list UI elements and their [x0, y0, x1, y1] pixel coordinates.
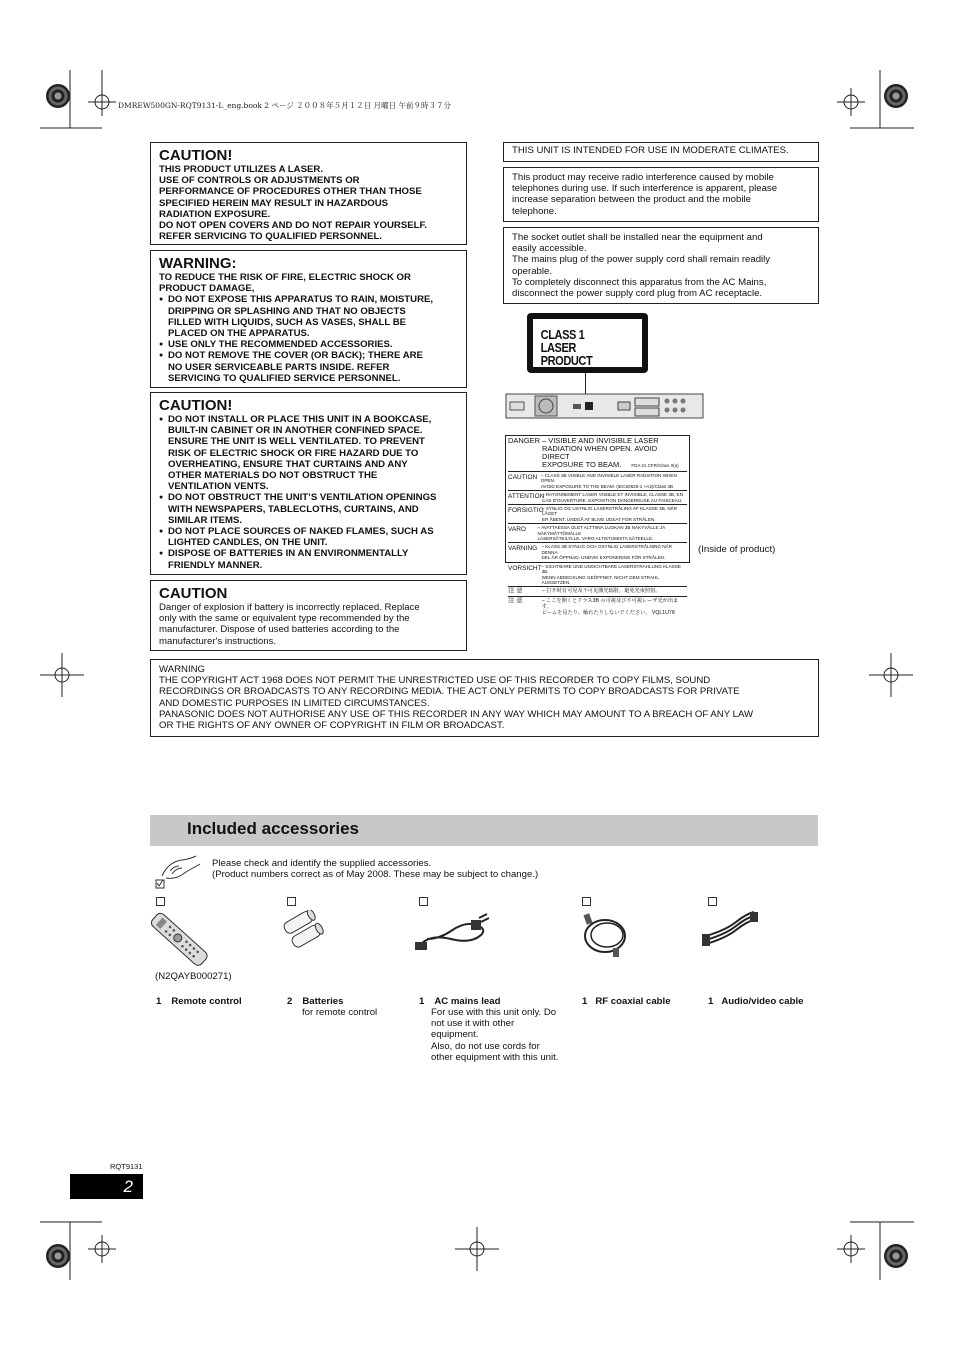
laser-label-line2: LASER PRODUCT	[540, 340, 593, 368]
danger-row-text: LASERSÄTEILYLLE. VARO ALTISTUMISTA SÄTEELLE.	[537, 536, 654, 542]
class1-laser-label	[527, 313, 648, 373]
danger-row-key: VARO	[508, 526, 526, 534]
bullet-line: ● DISPOSE OF BATTERIES IN AN ENVIRONMENTALLY	[168, 548, 409, 560]
rf-coaxial-cable-checkbox[interactable]	[582, 897, 591, 906]
danger-row-key: CAUTION	[508, 474, 538, 481]
danger-row-text: – AVATTAESSA OLET ALTTIINA LUOKAN 3B NÄKYVÄLLE JA NÄKYMÄTTÖMÄLLE	[537, 525, 665, 536]
caution-battery-line: Danger of explosion if battery is incorrectly replaced. Replace	[159, 602, 420, 613]
bullet-line: ● USE ONLY THE RECOMMENDED ACCESSORIES.	[168, 339, 393, 351]
danger-row-text: – SYNLIG OG USYNLIG LASERSTRÅLING AF KLASSE 3B, NÅR LÅGET	[542, 506, 678, 517]
interference-box	[503, 167, 819, 222]
page-number: 2	[123, 1177, 133, 1196]
bullet-line: ● DO NOT REMOVE THE COVER (OR BACK); THERE ARE	[168, 350, 423, 362]
bullet-line: ● DO NOT EXPOSE THIS APPARATUS TO RAIN, MOISTURE,	[168, 294, 434, 306]
inside-product-caption: (Inside of product)	[698, 544, 776, 555]
danger-row-text: ER ÅBENT. UNDGÅ AT BLIVE UDSAT FOR STRÅLEN.	[542, 516, 656, 522]
bullet-line: SERVICING TO QUALIFIED SERVICE PERSONNEL.	[168, 372, 401, 384]
remote-control-icon	[150, 910, 210, 968]
accessory-sub: equipment.	[431, 1029, 479, 1041]
interference-line: This product may receive radio interference caused by mobile	[512, 172, 774, 183]
accessory-name: Remote control	[171, 996, 242, 1007]
danger-row-key: ATTENTION	[508, 493, 545, 501]
caution-laser-line: DO NOT OPEN COVERS AND DO NOT REPAIR YOURSELF.	[159, 220, 427, 232]
danger-row	[508, 437, 687, 470]
interference-line: increase separation between the product and the mobile	[512, 194, 751, 206]
bullet-line: OTHER MATERIALS DO NOT OBSTRUCT THE	[168, 470, 378, 482]
accessory-item-ac-lead	[419, 996, 558, 1063]
bullet-line: OVERHEATING, ENSURE THAT CURTAINS AND ANY	[168, 458, 408, 470]
danger-row-text: ビームを見たり、触れたりしないでください。	[541, 610, 651, 617]
warning-intro-line: TO REDUCE THE RISK OF FIRE, ELECTRIC SHOCK OR	[159, 272, 411, 283]
batteries-icon	[280, 910, 330, 950]
caution-install-title: CAUTION!	[159, 397, 233, 414]
socket-line: The mains plug of the power supply cord shall remain readily	[512, 254, 771, 266]
accessory-name: Batteries	[302, 996, 344, 1007]
caution-bullet	[159, 548, 458, 570]
bullet-line: RISK OF ELECTRIC SHOCK OR FIRE HAZARD DUE TO	[168, 447, 419, 459]
danger-row-text: – 打开时有可见及不可见激光辐射，避免光束照射。	[542, 588, 661, 595]
caution-bullet	[159, 526, 458, 548]
danger-row-text: AVOID EXPOSURE TO THE BEAM.	[540, 483, 615, 489]
laser-danger-label	[505, 435, 690, 617]
bullet-line: ● DO NOT OBSTRUCT THE UNIT’S VENTILATION OPENINGS	[168, 492, 437, 504]
warning-intro-line: PRODUCT DAMAGE,	[159, 283, 255, 295]
caution-battery-line: manufacturer's instructions.	[159, 635, 277, 647]
warning-title: WARNING:	[159, 255, 237, 272]
accessory-qty: 1	[708, 996, 714, 1007]
socket-line: The socket outlet shall be installed near the equipment and	[512, 232, 763, 243]
accessories-note-line: (Product numbers correct as of May 2008. These may be subject to change.)	[212, 869, 539, 881]
copyright-line: THE COPYRIGHT ACT 1968 DOES NOT PERMIT THE UNRESTRICTED USE OF THIS RECORDER TO COPY FILMS, SOUND	[159, 675, 711, 687]
warning-box	[150, 250, 467, 388]
socket-line: operable.	[512, 265, 553, 277]
accessories-note	[212, 858, 538, 880]
laser-label-line1: CLASS 1	[540, 327, 585, 342]
caution-laser-line: USE OF CONTROLS OR ADJUSTMENTS OR	[159, 175, 360, 187]
danger-row-text: CAS D'OUVERTURE. EXPOSITION DANGEREUSE AU FAISCEAU.	[542, 497, 683, 503]
copyright-line: AND DOMESTIC PURPOSES IN LIMITED CIRCUMSTANCES.	[159, 697, 430, 709]
copyright-line: WARNING	[159, 664, 206, 675]
rf-coaxial-cable-icon	[575, 910, 635, 958]
caution-bullet	[159, 414, 458, 492]
accessory-sub: for remote control	[302, 1007, 378, 1018]
copyright-line: PANASONIC DOES NOT AUTHORISE ANY USE OF THIS RECORDER IN ANY WAY WHICH MAY AMOUNT TO A BREACH OF ANY LAW	[159, 708, 754, 720]
danger-row-text: WENN ABDECKUNG GEÖFFNET. NICHT DEM STRAHL AUSSETZEN.	[541, 574, 659, 585]
danger-row-text: – ここを開くとクラス3B の可視及び不可視レーザ光が出ます。	[541, 597, 679, 611]
accessory-sub: other equipment with this unit.	[431, 1051, 559, 1063]
danger-row	[508, 473, 687, 489]
bullet-line: PLACED ON THE APPARATUS.	[168, 328, 310, 340]
danger-row-extra: VQL1U78	[651, 610, 675, 617]
bullet-line: DRIPPING OR SPLASHING AND THAT NO OBJECTS	[168, 305, 406, 317]
bullet-line: FRIENDLY MANNER.	[168, 559, 263, 571]
av-cable-icon	[700, 910, 760, 950]
accessory-sub: Also, do not use cords for	[431, 1040, 540, 1052]
caution-laser-box	[150, 142, 467, 245]
danger-row-text: – VISIBLE AND INVISIBLE LASER	[541, 436, 659, 445]
caution-laser-line: PERFORMANCE OF PROCEDURES OTHER THAN THOSE	[159, 186, 422, 198]
climate-text: THIS UNIT IS INTENDED FOR USE IN MODERATE CLIMATES.	[512, 145, 789, 156]
danger-row-text: – CLASS 3B VISIBLE AND INVISIBLE LASER RADIATION WHEN OPEN.	[540, 473, 677, 484]
danger-row	[508, 506, 687, 522]
socket-line: easily accessible.	[512, 243, 587, 255]
copyright-line: RECORDINGS OR BROADCASTS TO ANY RECORDING MEDIA. THE ACT ONLY PERMITS TO COPY BROADCASTS FOR PRIVATE	[159, 686, 740, 698]
warning-bullet	[159, 339, 458, 350]
caution-battery-line: manufacturer. Dispose of used batteries according to the	[159, 624, 400, 636]
caution-laser-line: SPECIFIED HEREIN MAY RESULT IN HAZARDOUS	[159, 197, 389, 209]
danger-row-key: VARNING	[508, 545, 538, 553]
accessory-qty: 1	[419, 996, 425, 1007]
bullet-line: LIGHTED CANDLES, ON THE UNIT.	[168, 537, 328, 549]
caution-battery-box	[150, 580, 467, 651]
caution-laser-line: RADIATION EXPOSURE.	[159, 208, 271, 220]
bullet-line: NO USER SERVICEABLE PARTS INSIDE. REFER	[168, 361, 390, 373]
danger-row-extra: (IEC60825-1 +A2)/Class 3B	[616, 483, 674, 489]
accessory-qty: 1	[156, 996, 162, 1007]
danger-row-text: EXPOSURE TO BEAM.	[541, 460, 622, 469]
accessory-name: RF coaxial cable	[595, 996, 671, 1007]
accessory-item-remote	[156, 996, 242, 1007]
danger-row-text: – SICHTBARE UND UNSICHTBARE LASERSTRAHLUNG KLASSE 3B,	[541, 563, 681, 575]
bullet-line: WITH NEWSPAPERS, TABLECLOTHS, CURTAINS, AND	[168, 503, 419, 515]
danger-row-key: DANGER	[508, 436, 541, 445]
danger-row	[508, 492, 687, 503]
danger-row-key: 注 意	[508, 596, 523, 604]
ac-mains-lead-icon	[413, 912, 493, 958]
accessory-item-av-cable	[708, 996, 803, 1007]
socket-line: disconnect the power supply cord plug from AC receptacle.	[512, 288, 763, 300]
interference-line: telephones during use. If such interference is apparent, please	[512, 183, 778, 195]
ac-mains-lead-checkbox[interactable]	[419, 897, 428, 906]
caution-laser-line: REFER SERVICING TO QUALIFIED PERSONNEL.	[159, 231, 382, 243]
danger-row-text: – KLASS 3B SYNLIG OCH OSYNLIG LASERSTRÅLNING NÄR DENNA	[541, 544, 672, 555]
accessory-name: Audio/video cable	[721, 996, 804, 1007]
danger-row-extra: FDA 21 CFR/Class II(a)	[631, 463, 679, 468]
danger-row-key: FORSIGTIG	[508, 507, 544, 515]
bullet-line: SIMILAR ITEMS.	[168, 514, 243, 526]
danger-row	[508, 544, 687, 560]
accessories-heading-band	[150, 815, 818, 846]
bullet-line: ENSURE THE UNIT IS WELL VENTILATED. TO PREVENT	[168, 436, 425, 448]
warning-bullet	[159, 294, 458, 339]
bullet-line: VENTILATION VENTS.	[168, 481, 269, 493]
copyright-line: OR THE RIGHTS OF ANY OWNER OF COPYRIGHT IN FILM OR BROADCAST.	[159, 720, 505, 732]
accessory-qty: 2	[287, 996, 293, 1007]
accessory-name: AC mains lead	[434, 996, 501, 1007]
hand-check-icon	[152, 854, 204, 890]
accessory-sub: not use it with other	[431, 1018, 515, 1030]
danger-row	[508, 588, 687, 595]
danger-row	[508, 598, 687, 617]
caution-battery-line: only with the same or equivalent type recommended by the	[159, 613, 410, 625]
danger-row-text: RADIATION WHEN OPEN. AVOID DIRECT	[541, 444, 658, 461]
bullet-line: FILLED WITH LIQUIDS, SUCH AS VASES, SHALL BE	[168, 316, 407, 328]
caution-install-box	[150, 392, 467, 575]
caution-battery-title: CAUTION	[159, 585, 228, 602]
av-cable-checkbox[interactable]	[708, 897, 717, 906]
bullet-line: ● DO NOT PLACE SOURCES OF NAKED FLAMES, SUCH AS	[168, 526, 434, 538]
danger-row-text: – RAYONNEMENT LASER VISIBLE ET INVISIBLE, CLASSE 3B, EN	[542, 492, 683, 498]
socket-box	[503, 227, 819, 304]
accessory-item-batteries	[287, 996, 377, 1018]
danger-row-text: DEL ÄR ÖPPNAD. UNDVIK EXPONERING FÖR STRÅLEN.	[541, 555, 666, 561]
batteries-checkbox[interactable]	[287, 897, 296, 906]
danger-row-key: VORSICHT	[508, 564, 542, 572]
danger-row	[508, 525, 687, 541]
bullet-line: BUILT-IN CABINET OR IN ANOTHER CONFINED SPACE.	[168, 425, 423, 437]
unit-rear-panel-illustration	[505, 392, 705, 422]
warning-bullet	[159, 350, 458, 384]
accessory-qty: 1	[582, 996, 588, 1007]
accessory-item-rf-cable	[582, 996, 671, 1007]
danger-row	[508, 564, 687, 586]
interference-line: telephone.	[512, 205, 557, 217]
bullet-line: ● DO NOT INSTALL OR PLACE THIS UNIT IN A BOOKCASE,	[168, 414, 432, 425]
caution-bullet	[159, 492, 458, 526]
accessories-heading: Included accessories	[187, 819, 359, 838]
climate-box	[503, 142, 819, 162]
copyright-warning-box	[150, 659, 819, 737]
caution-laser-line: THIS PRODUCT UTILIZES A LASER.	[159, 164, 323, 175]
socket-line: To completely disconnect this apparatus from the AC Mains,	[512, 276, 767, 288]
file-info-header: DMREW500GN-RQT9131-L_eng.book 2 ページ ２００８年５月１２日 月曜日 午前９時３７分	[118, 101, 451, 110]
caution-laser-title: CAUTION!	[159, 147, 233, 164]
remote-product-code: (N2QAYB000271)	[155, 971, 232, 982]
model-code: RQT9131	[110, 1162, 143, 1171]
accessory-sub: For use with this unit only. Do	[431, 1007, 557, 1018]
danger-row-key: 注 意	[508, 587, 523, 595]
page-number-tab	[70, 1174, 143, 1199]
remote-control-checkbox[interactable]	[156, 897, 165, 906]
accessories-note-line: Please check and identify the supplied accessories.	[212, 858, 432, 869]
